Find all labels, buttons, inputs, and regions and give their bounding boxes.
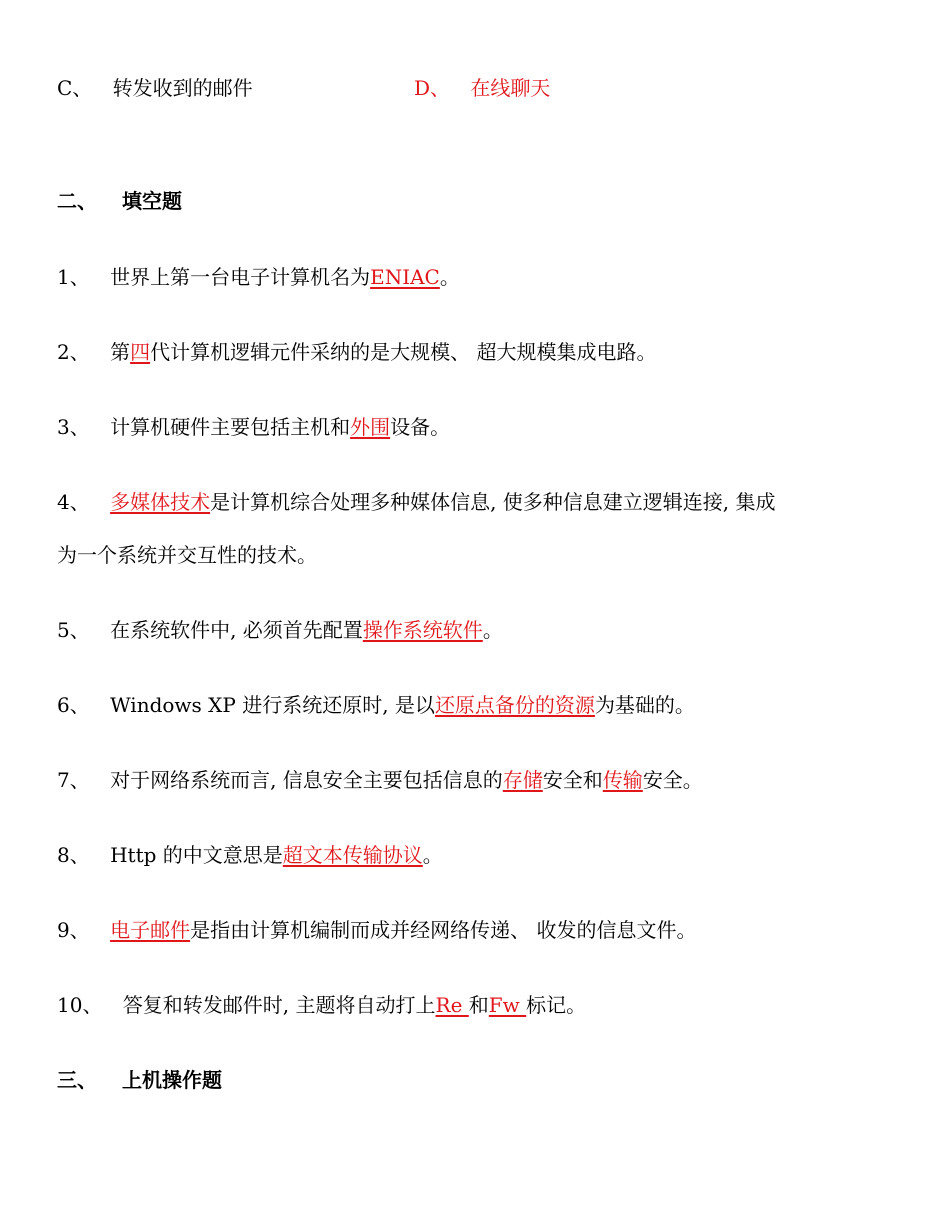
option-c-text: 转发收到的邮件 (112, 76, 253, 100)
q5-answer: 操作系统软件 (362, 618, 483, 642)
option-c-label: C、 (57, 76, 93, 100)
q3-pre: 计算机硬件主要包括主机和 (110, 415, 351, 439)
question-4 (57, 488, 776, 516)
question-7 (57, 766, 703, 794)
q2-answer: 四 (130, 340, 151, 364)
q5-post: 。 (482, 618, 503, 642)
question-8 (57, 841, 443, 869)
q6-pre: Windows XP 进行系统还原时, 是以 (110, 693, 435, 717)
q7-mid: 安全和 (542, 768, 603, 792)
q6-num: 6、 (57, 693, 90, 717)
q2-post: 代计算机逻辑元件采纳的是大规模、 超大规模集成电路。 (150, 340, 657, 364)
q5-pre: 在系统软件中, 必须首先配置 (110, 618, 363, 642)
question-6 (57, 691, 695, 719)
q4-answer: 多媒体技术 (110, 490, 211, 514)
q6-answer: 还原点备份的资源 (434, 693, 595, 717)
q1-post: 。 (439, 265, 460, 289)
q3-answer: 外围 (350, 415, 391, 439)
q1-num: 1、 (57, 265, 90, 289)
section-2-num: 二、 (57, 189, 97, 213)
q10-answer-2: Fw (488, 993, 527, 1017)
q8-pre: Http 的中文意思是 (110, 843, 283, 867)
q4-cont: 为一个系统并交互性的技术。 (57, 543, 317, 567)
option-d-text: 在线聊天 (470, 76, 551, 100)
q2-pre: 第 (110, 340, 131, 364)
q4-post: 是计算机综合处理多种媒体信息, 使多种信息建立逻辑连接, 集成 (210, 490, 776, 514)
q1-answer: ENIAC (370, 265, 440, 289)
q9-num: 9、 (57, 918, 90, 942)
q7-answer-2: 传输 (602, 768, 643, 792)
section-3-title: 上机操作题 (121, 1068, 222, 1092)
q7-answer-1: 存储 (502, 768, 543, 792)
q4-num: 4、 (57, 490, 90, 514)
q10-pre: 答复和转发邮件时, 主题将自动打上 (122, 993, 436, 1017)
question-10 (57, 991, 586, 1019)
q7-pre: 对于网络系统而言, 信息安全主要包括信息的 (110, 768, 503, 792)
q5-num: 5、 (57, 618, 90, 642)
question-9 (57, 916, 696, 944)
q10-answer-1: Re (435, 993, 469, 1017)
option-c (57, 74, 253, 102)
q7-post: 安全。 (642, 768, 703, 792)
option-d-label: D、 (414, 76, 451, 100)
q6-post: 为基础的。 (594, 693, 695, 717)
section-3-num: 三、 (57, 1068, 97, 1092)
section-2-heading (57, 187, 182, 215)
q7-num: 7、 (57, 768, 90, 792)
q9-answer: 电子邮件 (110, 918, 191, 942)
question-2 (57, 338, 656, 366)
q8-num: 8、 (57, 843, 90, 867)
q2-num: 2、 (57, 340, 90, 364)
q9-post: 是指由计算机编制而成并经网络传递、 收发的信息文件。 (190, 918, 697, 942)
q3-num: 3、 (57, 415, 90, 439)
question-5 (57, 616, 503, 644)
q3-post: 设备。 (390, 415, 451, 439)
option-d (414, 74, 550, 102)
section-2-title: 填空题 (121, 189, 182, 213)
question-1 (57, 263, 460, 291)
q1-pre: 世界上第一台电子计算机名为 (110, 265, 371, 289)
q10-num: 10、 (57, 993, 103, 1017)
q10-post: 标记。 (526, 993, 587, 1017)
section-3-heading (57, 1066, 222, 1094)
q8-post: 。 (422, 843, 443, 867)
question-4-continued (57, 541, 317, 569)
q10-mid: 和 (468, 993, 489, 1017)
q8-answer: 超文本传输协议 (282, 843, 423, 867)
question-3 (57, 413, 450, 441)
